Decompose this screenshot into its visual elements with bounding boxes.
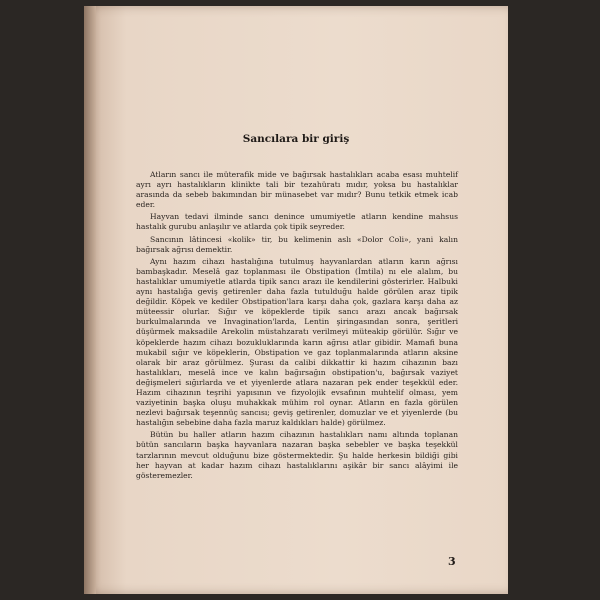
- paragraph-2: Hayvan tedavi ilminde sancı denince umumiyetle atların kendine mahsus hastalık gurubu anlaşılır ve atlarda çok tipik seyreder.: [136, 212, 458, 232]
- paragraph-4: Aynı hazım cihazı hastalığına tutulmuş hayvanlardan atların karın ağrısı bambaşkadır. Meselâ gaz toplanması ile Obstipation (İmtila) nı ele alalım, bu hastalıklar umumiyetle atlarda tipik sancı arazı ile kendilerini gösterirler. Halbuki aynı hastalığa geviş getirenler daha fazla tutulduğu halde görülen araz tipik değildir. Köpek ve kediler Obstipation'lara karşı daha çok, gazlara karşı daha az müteessir olurlar. Sığır ve köpeklerde tipik sancı arazı ancak bağırsak burkulmalarında ve Invagination'larda, Lentin şiringasından sonra, şeritleri düşürmek maksadile Arekolin müstahzaratı verilmeyi müteakip görülür. Sığır ve köpeklerde hazım cihazı bozukluklarında karın ağrısı atlar gibidir. Mamafi buna mukabil sığır ve köpeklerin, Obstipation ve gaz toplanmalarında atların aksine olarak bir araz görülmez. Şurası da calibi dikkattir ki hazım cihazının bazı hastalıkları, meselâ ince ve kalın bağırsağın obstipation'u, bağırsak vaziyet değişmeleri sığırlarda ve et yiyenlerde atlara nazaran pek ender teşekkül eder. Hazım cihazının teşrihi yapısının ve fizyolojik evsafının muhtelif olması, yem vaziyetinin başka oluşu muhakkak mühim rol oynar. Atların en fazla görülen nezlevi bağırsak teşennüç sancısı; geviş getirenler, domuzlar ve et yiyenlerde (bu hastalığın sebebine daha fazla maruz kaldıkları halde) görülmez.: [136, 256, 458, 428]
- page-number: 3: [448, 555, 456, 568]
- body-text: [136, 170, 458, 483]
- paragraph-1: Atların sancı ile müterafik mide ve bağırsak hastalıkları acaba esası muhtelif ayrı ayrı hastalıkların klinikte tali bir tezahüratı mıdır, yoksa bu hastalıklar arasında da sebeb bakımından bir münasebet var mıdır? Bunu tetkik etmek icab eder.: [136, 170, 458, 210]
- paragraph-3: Sancının lâtincesi «kolik» tir, bu kelimenin aslı «Dolor Coli», yani kalın bağırsak ağrısı demektir.: [136, 234, 458, 254]
- paragraph-5: Bütün bu haller atların hazım cihazının hastalıkları namı altında toplanan bütün sancıların başka hayvanlara nazaran başka sebebler ve başka teşekkül tarzlarının mevcut olduğunu bize göstermektedir. Şu halde herkesin bildiği gibi her hayvan at kadar hazım cihazı hastalıklarını aşikâr bir sancı alâyimi ile gösteremezler.: [136, 430, 458, 480]
- book-spine-shadow: [84, 6, 96, 594]
- chapter-heading: Sancılara bir giriş: [242, 133, 350, 145]
